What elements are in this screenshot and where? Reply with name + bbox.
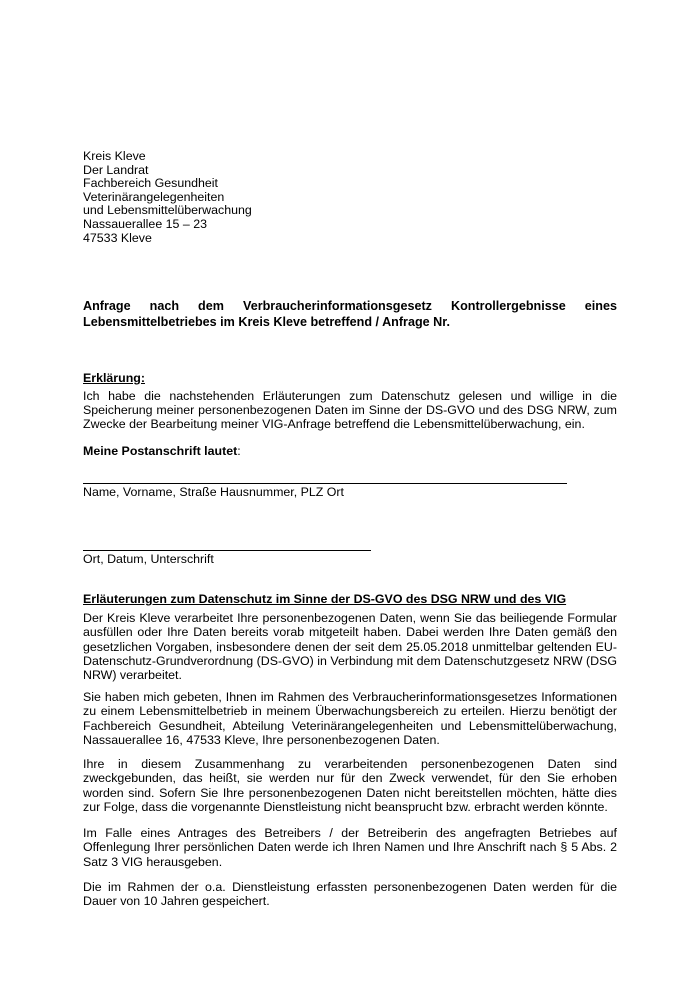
postal-label-bold: Meine Postanschrift lautet <box>83 444 238 458</box>
address-line: Fachbereich Gesundheit <box>83 176 219 191</box>
privacy-paragraph: Ihre in diesem Zusammenhang zu verarbeitenden personenbezogenen Daten sind zweckgebunden, das heißt, sie werden nur für den Zweck verwendet, für den Sie erhoben worden sind. Sofern Sie Ihre personenbezogenen Daten nicht bereitstellen möchten, hätte dies zur Folge, dass die vorgenannte Dienstleistung nicht beansprucht bzw. erbracht werden könnte. <box>83 757 617 814</box>
postal-address-label <box>83 444 241 458</box>
privacy-paragraph: Die im Rahmen der o.a. Dienstleistung erfassten personenbezogenen Daten werden für die Dauer von 10 Jahren gespeichert. <box>83 880 617 909</box>
address-line: Veterinärangelegenheiten <box>83 189 225 204</box>
declaration-heading: Erklärung: <box>83 371 145 385</box>
address-line: Der Landrat <box>83 162 149 177</box>
recipient-address <box>83 150 383 245</box>
signature-caption: Ort, Datum, Unterschrift <box>83 552 214 566</box>
name-address-caption: Name, Vorname, Straße Hausnummer, PLZ Ort <box>83 485 344 499</box>
declaration-text: Ich habe die nachstehenden Erläuterungen zum Datenschutz gelesen und willige in die Speicherung meiner personenbezogenen Daten im Sinne der DS-GVO und des DSG NRW, zum Zwecke der Bearbeitung meiner VIG-Anfrage betreffend die Lebensmittelüberwachung, ein. <box>83 389 617 432</box>
privacy-heading: Erläuterungen zum Datenschutz im Sinne der DS-GVO des DSG NRW und des VIG <box>83 592 567 606</box>
privacy-paragraph: Der Kreis Kleve verarbeitet Ihre personenbezogenen Daten, wenn Sie das beiliegende Formular ausfüllen oder Ihre Daten bereits vorab mitgeteilt haben. Dabei werden Ihre Daten gemäß den gesetzlichen Vorgaben, insbesondere denen der seit dem 25.05.2018 unmittelbar geltenden EU-Datenschutz-Grundverordnung (DS-GVO) in Verbindung mit dem Datenschutzgesetz NRW (DSG NRW) verarbeitet. <box>83 611 617 683</box>
privacy-paragraph: Im Falle eines Antrages des Betreibers / der Betreiberin des angefragten Betriebes auf Offenlegung Ihrer persönlichen Daten werde ich Ihren Namen und Ihre Anschrift nach § 5 Abs. 2 Satz 3 VIG herausgeben. <box>83 826 617 869</box>
name-address-input-line[interactable] <box>83 483 567 484</box>
address-line: Nassauerallee 15 – 23 <box>83 216 207 231</box>
address-line: und Lebensmittelüberwachung <box>83 203 252 218</box>
signature-input-line[interactable] <box>83 550 371 551</box>
postal-label-colon: : <box>237 444 241 458</box>
address-line: Kreis Kleve <box>83 149 146 163</box>
address-line: 47533 Kleve <box>83 230 152 245</box>
subject-line: Anfrage nach dem Verbraucherinformationsgesetz Kontrollergebnisse eines Lebensmittelbetriebes im Kreis Kleve betreffend / Anfrage Nr. <box>83 299 617 329</box>
privacy-paragraph: Sie haben mich gebeten, Ihnen im Rahmen des Verbraucherinformationsgesetzes Informationen zu einem Lebensmittelbetrieb in meinem Überwachungsbereich zu erteilen. Hierzu benötigt der Fachbereich Gesundheit, Abteilung Veterinärangelegenheiten und Lebensmittelüberwachung, Nassauerallee 16, 47533 Kleve, Ihre personenbezogenen Daten. <box>83 690 617 747</box>
